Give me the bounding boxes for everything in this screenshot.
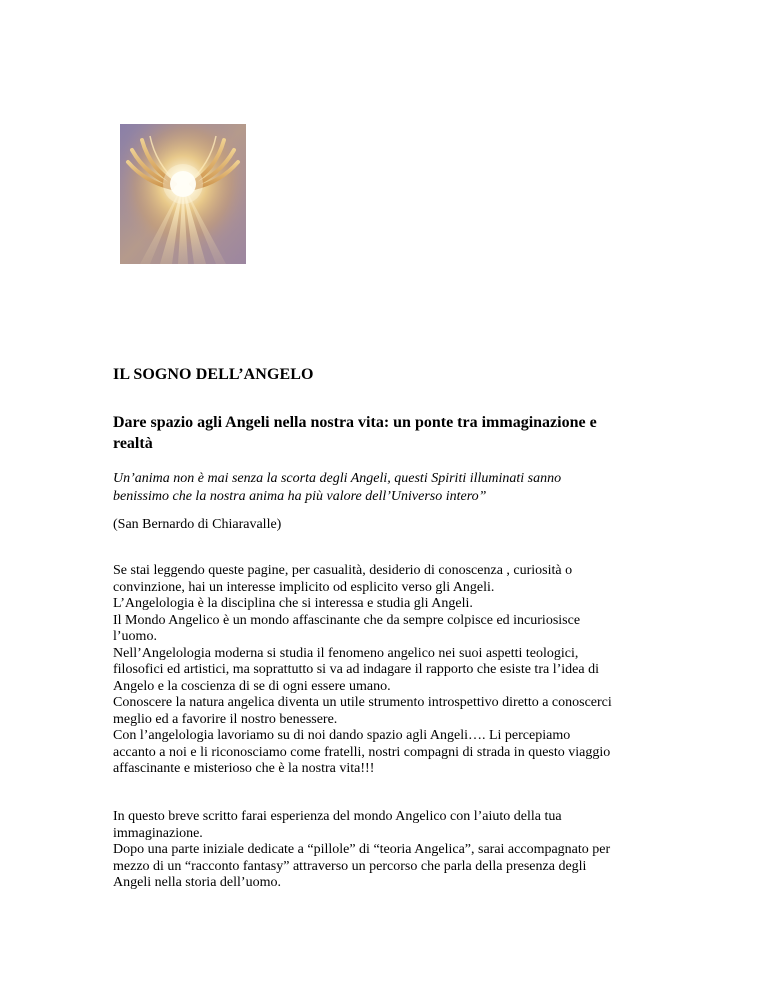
paragraph-line: Con l’angelologia lavoriamo su di noi dando spazio agli Angeli…. Li percepiamo	[113, 728, 571, 743]
quote-line: Un’anima non è mai senza la scorta degli Angeli, questi Spiriti illuminati sanno	[113, 471, 562, 486]
body-paragraph-2	[113, 809, 673, 892]
paragraph-line: Angeli nella storia dell’uomo.	[113, 875, 281, 890]
document-subtitle	[113, 412, 658, 454]
paragraph-line: Dopo una parte iniziale dedicate a “pillole” di “teoria Angelica”, sarai accompagnato per	[113, 842, 611, 857]
subtitle-line: realtà	[113, 435, 153, 452]
paragraph-line: affascinante e misterioso che è la nostra vita!!!	[113, 761, 375, 776]
angel-wings-image	[120, 124, 246, 264]
paragraph-line: mezzo di un “racconto fantasy” attraverso un percorso che parla della presenza degli	[113, 858, 587, 874]
paragraph-line: Nell’Angelologia moderna si studia il fenomeno angelico nei suoi aspetti teologici,	[113, 645, 579, 661]
paragraph-line: L’Angelologia è la disciplina che si interessa e studia gli Angeli.	[113, 596, 473, 611]
paragraph-line: filosofici ed artistici, ma soprattutto si va ad indagare il rapporto che esiste tra l’idea di	[113, 662, 599, 677]
paragraph-line: Angelo e la coscienza di se di ogni essere umano.	[113, 678, 391, 694]
quote-text	[113, 470, 673, 506]
paragraph-line: Conoscere la natura angelica diventa un utile strumento introspettivo diretto a conoscerci	[113, 695, 612, 710]
paragraph-line: Se stai leggendo queste pagine, per casualità, desiderio di conoscenza , curiosità o	[113, 563, 573, 578]
subtitle-line: Dare spazio agli Angeli nella nostra vita: un ponte tra immaginazione e	[113, 414, 597, 431]
paragraph-line: Il Mondo Angelico è un mondo affascinante che da sempre colpisce ed incuriosisce	[113, 612, 581, 628]
paragraph-line: l’uomo.	[113, 629, 157, 644]
quote-line: benissimo che la nostra anima ha più valore dell’Universo intero”	[113, 489, 487, 504]
paragraph-line: convinzione, hai un interesse implicito od esplicito verso gli Angeli.	[113, 579, 495, 595]
paragraph-line: In questo breve scritto farai esperienza del mondo Angelico con l’aiuto della tua	[113, 809, 562, 824]
paragraph-line: immaginazione.	[113, 825, 203, 841]
paragraph-line: meglio ed a favorire il nostro benessere.	[113, 711, 338, 727]
document-title: IL SOGNO DELL’ANGELO	[113, 366, 314, 383]
quote-attribution: (San Bernardo di Chiaravalle)	[113, 517, 282, 532]
body-paragraph-1	[113, 563, 673, 778]
paragraph-line: accanto a noi e li riconosciamo come fratelli, nostri compagni di strada in questo viaggio	[113, 744, 611, 760]
